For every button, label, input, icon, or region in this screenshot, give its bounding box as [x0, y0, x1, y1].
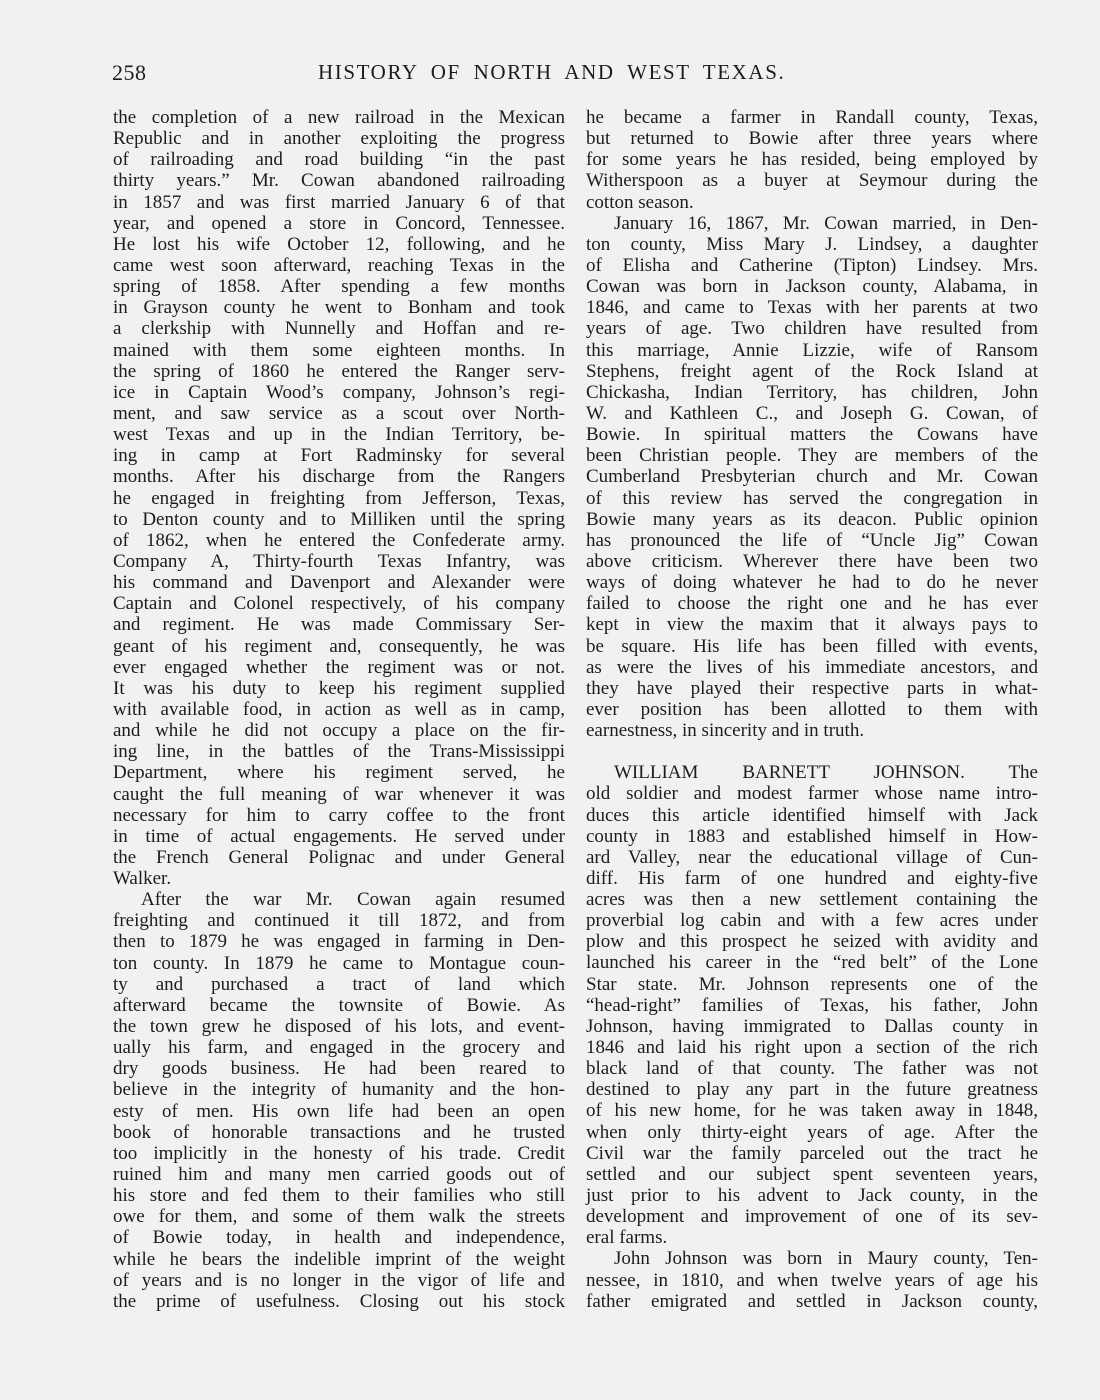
text-line: black land of that county. The father was not	[586, 1058, 1038, 1080]
text-line: Bowie many years as its deacon. Public opinion	[586, 508, 1038, 530]
text-line: John Johnson was born in Maury county, Ten-	[614, 1248, 1038, 1270]
text-line: when only thirty-eight years of age. After the	[586, 1121, 1038, 1143]
text-line: ton county, Miss Mary J. Lindsey, a daughter	[586, 233, 1038, 255]
text-line: ton county. In 1879 he came to Montague coun-	[113, 952, 565, 974]
text-line: but returned to Bowie after three years where	[586, 128, 1038, 150]
text-line: then to 1879 he was engaged in farming in Den-	[113, 931, 565, 953]
text-line: the spring of 1860 he entered the Ranger serv-	[113, 360, 565, 382]
text-line: Company A, Thirty-fourth Texas Infantry, was	[113, 550, 565, 572]
paragraph	[586, 213, 1038, 742]
text-line: Bowie. In spiritual matters the Cowans have	[586, 424, 1038, 446]
text-line: diff. His farm of one hundred and eighty-five	[586, 867, 1038, 889]
text-line: has pronounced the life of “Uncle Jig” Cowan	[586, 529, 1038, 551]
text-line: ever engaged whether the regiment was or not.	[113, 656, 565, 678]
text-line: spring of 1858. After spending a few months	[113, 276, 565, 298]
text-line: dry goods business. He had been reared to	[113, 1058, 565, 1080]
text-line: W. and Kathleen C., and Joseph G. Cowan, of	[586, 402, 1038, 424]
text-line: nessee, in 1810, and when twelve years of age his	[586, 1269, 1038, 1291]
text-line: Witherspoon as a buyer at Seymour during the	[586, 170, 1038, 192]
text-line: Stephens, freight agent of the Rock Island at	[586, 360, 1038, 382]
text-line: old soldier and modest farmer whose name intro-	[586, 783, 1038, 805]
text-line: Civil war the family parceled out the tract he	[586, 1142, 1038, 1164]
text-line: He lost his wife October 12, following, and he	[113, 233, 565, 255]
text-line: with available food, in action as well as in camp,	[113, 698, 565, 720]
text-line: father emigrated and settled in Jackson county,	[586, 1290, 1038, 1312]
text-line: been Christian people. They are members of the	[586, 445, 1038, 467]
text-line: Republic and in another exploiting the progress	[113, 128, 565, 150]
text-line: and regiment. He was made Commissary Ser-	[113, 614, 565, 636]
text-line: January 16, 1867, Mr. Cowan married, in Den-	[614, 212, 1038, 234]
text-line: necessary for him to carry coffee to the front	[113, 804, 565, 826]
text-line: Star state. Mr. Johnson represents one of the	[586, 973, 1038, 995]
text-line: ty and purchased a tract of land which	[113, 973, 565, 995]
text-line: afterward became the townsite of Bowie. As	[113, 994, 565, 1016]
text-line: Cumberland Presbyterian church and Mr. Cowan	[586, 466, 1038, 488]
text-line: in time of actual engagements. He served under	[113, 825, 565, 847]
text-line: 1846 and laid his right upon a section of the rich	[586, 1037, 1038, 1059]
text-line: development and improvement of one of its sev-	[586, 1206, 1038, 1228]
text-line: book of honorable transactions and he trusted	[113, 1121, 565, 1143]
text-line: of railroading and road building “in the past	[113, 149, 565, 171]
text-line: destined to play any part in the future greatness	[586, 1079, 1038, 1101]
text-line: above criticism. Wherever there have been two	[586, 550, 1038, 572]
text-line: 1846, and came to Texas with her parents at two	[586, 297, 1038, 319]
text-line: be square. His life has been filled with events,	[586, 635, 1038, 657]
text-line: kept in view the maxim that it always pays to	[586, 614, 1038, 636]
text-line: eral farms.	[586, 1227, 668, 1249]
text-line: geant of his regiment and, consequently, he was	[113, 635, 565, 657]
right-column	[586, 107, 1038, 1312]
text-line: esty of men. His own life had been an open	[113, 1100, 565, 1122]
text-line: mained with them some eighteen months. In	[113, 339, 565, 361]
text-line: Cowan was born in Jackson county, Alabama, in	[586, 276, 1038, 298]
section-gap	[586, 741, 1038, 762]
text-line: ing in camp at Fort Radminsky for several	[113, 445, 565, 467]
text-line: of years and is no longer in the vigor of life and	[113, 1269, 565, 1291]
text-line: he became a farmer in Randall county, Texas,	[586, 107, 1038, 128]
text-line: the French General Polignac and under General	[113, 846, 565, 868]
text-line: his store and fed them to their families who still	[113, 1185, 565, 1207]
paragraph	[113, 889, 565, 1312]
text-line: came west soon afterward, reaching Texas in the	[113, 254, 565, 276]
left-column	[113, 107, 565, 1312]
text-line: west Texas and up in the Indian Territory, be-	[113, 424, 565, 446]
text-line: ard Valley, near the educational village of Cun-	[586, 846, 1038, 868]
text-line: Walker.	[113, 868, 172, 890]
text-line: they have played their respective parts in what-	[586, 677, 1038, 699]
biography-section-start	[586, 762, 1038, 1248]
text-line: Captain and Colonel respectively, of his company	[113, 593, 565, 615]
text-line: thirty years.” Mr. Cowan abandoned railroading	[113, 170, 565, 192]
text-line: in 1857 and was first married January 6 of that	[113, 191, 565, 213]
text-line: After the war Mr. Cowan again resumed	[141, 889, 565, 911]
text-line: ways of doing whatever he had to do he never	[586, 572, 1038, 594]
text-line: the town grew he disposed of his lots, and event-	[113, 1016, 565, 1038]
text-line: duces this article identified himself with Jack	[586, 804, 1038, 826]
text-line: year, and opened a store in Concord, Tennessee.	[113, 212, 565, 234]
text-line: cotton season.	[586, 191, 694, 213]
text-line: It was his duty to keep his regiment supplied	[113, 677, 565, 699]
text-line: Department, where his regiment served, he	[113, 762, 565, 784]
text-line: ever position has been allotted to them with	[586, 698, 1038, 720]
text-line: Chickasha, Indian Territory, has children, John	[586, 381, 1038, 403]
paragraph	[113, 107, 565, 889]
text-line: “head-right” families of Texas, his father, John	[586, 994, 1038, 1016]
text-line: too implicitly in the honesty of his trade. Credit	[113, 1142, 565, 1164]
text-line: Johnson, having immigrated to Dallas county in	[586, 1015, 1038, 1037]
running-head: HISTORY OF NORTH AND WEST TEXAS.	[318, 60, 786, 84]
text-line: launched his career in the “red belt” of the Lone	[586, 952, 1038, 974]
text-line: ruined him and many men carried goods out of	[113, 1164, 565, 1186]
text-line: his command and Davenport and Alexander were	[113, 572, 565, 594]
text-line: ually his farm, and engaged in the grocery and	[113, 1037, 565, 1059]
text-line: ment, and saw service as a scout over North-	[113, 402, 565, 424]
text-line: failed to choose the right one and he has ever	[586, 593, 1038, 615]
text-line: years of age. Two children have resulted from	[586, 318, 1038, 340]
text-line: ing line, in the battles of the Trans-Mississippi	[113, 741, 565, 763]
text-line: ice in Captain Wood’s company, Johnson’s regi-	[113, 381, 565, 403]
text-line: proverbial log cabin and with a few acres under	[586, 910, 1038, 932]
text-line: and while he did not occupy a place on the fir-	[113, 720, 565, 742]
text-line: to Denton county and to Milliken until the spring	[113, 508, 565, 530]
text-line: of Bowie today, in health and independence,	[113, 1227, 565, 1249]
text-line: the prime of usefulness. Closing out his stock	[113, 1290, 565, 1312]
text-line: the completion of a new railroad in the Mexican	[113, 107, 565, 128]
text-line: of Elisha and Catherine (Tipton) Lindsey. Mrs.	[586, 254, 1038, 276]
page-number: 258	[112, 60, 147, 85]
text-line: a clerkship with Nunnelly and Hoffan and re-	[113, 318, 565, 340]
text-line: while he bears the indelible imprint of the weight	[113, 1248, 565, 1270]
text-line: freighting and continued it till 1872, and from	[113, 910, 565, 932]
text-line: plow and this prospect he seized with avidity and	[586, 931, 1038, 953]
text-line: of 1862, when he entered the Confederate army.	[113, 529, 565, 551]
text-line: owe for them, and some of them walk the streets	[113, 1206, 565, 1228]
text-line: county in 1883 and established himself in How-	[586, 825, 1038, 847]
section-heading-line: WILLIAM BARNETT JOHNSON. The	[614, 762, 1038, 784]
text-line: for some years he has resided, being employed by	[586, 149, 1038, 171]
paragraph	[586, 107, 1038, 213]
text-line: as were the lives of his immediate ancestors, and	[586, 656, 1038, 678]
text-line: believe in the integrity of humanity and the hon-	[113, 1079, 565, 1101]
text-line: earnestness, in sincerity and in truth.	[586, 720, 865, 742]
text-line: of his new home, for he was taken away in 1848,	[586, 1100, 1038, 1122]
text-line: months. After his discharge from the Rangers	[113, 466, 565, 488]
text-line: this marriage, Annie Lizzie, wife of Ransom	[586, 339, 1038, 361]
text-line: of this review has served the congregation in	[586, 487, 1038, 509]
paragraph	[586, 1248, 1038, 1311]
text-line: just prior to his advent to Jack county, in the	[586, 1185, 1038, 1207]
text-line: acres was then a new settlement containing the	[586, 889, 1038, 911]
text-line: in Grayson county he went to Bonham and took	[113, 297, 565, 319]
text-line: he engaged in freighting from Jefferson, Texas,	[113, 487, 565, 509]
text-line: caught the full meaning of war whenever it was	[113, 783, 565, 805]
text-line: settled and our subject spent seventeen years,	[586, 1163, 1038, 1185]
